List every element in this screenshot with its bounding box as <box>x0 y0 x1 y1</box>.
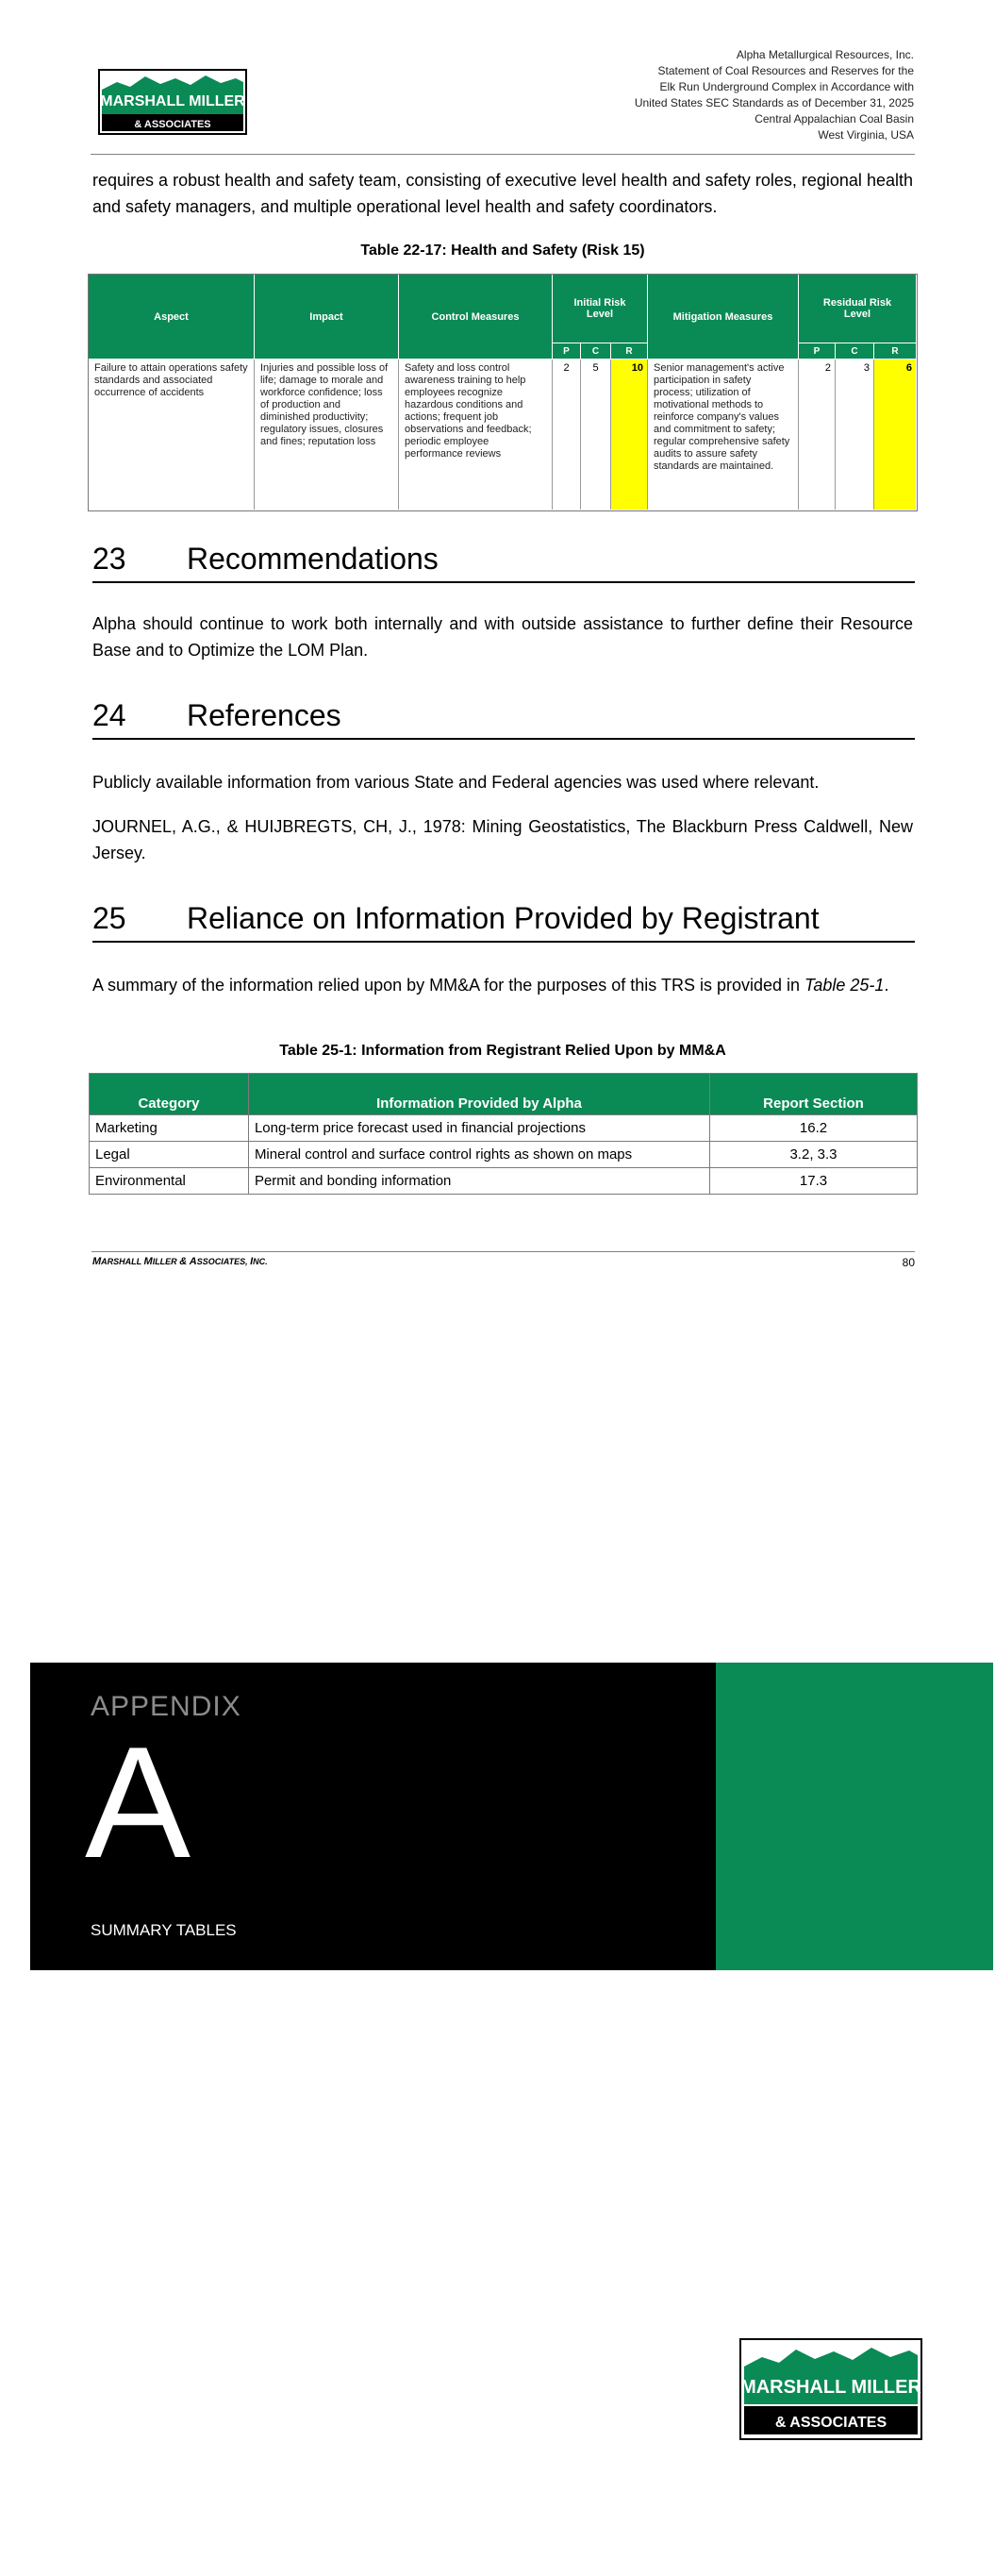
cell-residual-c: 3 <box>863 362 870 374</box>
section-23-title: Recommendations <box>187 542 439 576</box>
cell-residual-p: 2 <box>824 362 831 374</box>
footer-company: MARSHALL MILLER & ASSOCIATES, INC. <box>92 1256 268 1267</box>
section-25-rule <box>92 941 915 943</box>
section-25-heading <box>92 901 915 943</box>
section-25-text <box>92 972 913 998</box>
logo-bottom-line1: MARSHALL MILLER <box>740 2377 921 2398</box>
initial-risk-highlight <box>611 360 647 510</box>
header-residual-r: R <box>874 343 916 359</box>
header-aspect: Aspect <box>89 275 254 359</box>
appendix-label: APPENDIX <box>91 1691 241 1722</box>
appendix-banner-accent <box>716 1663 993 1970</box>
header-category: Category <box>90 1074 249 1115</box>
header-statement-1: Statement of Coal Resources and Reserves for the <box>657 64 914 77</box>
header-initial-p: P <box>553 343 580 359</box>
header-initial-r: R <box>611 343 647 359</box>
cell-aspect: Failure to attain operations safety standards and associated occurrence of accidents <box>94 362 248 398</box>
cell-impact: Injuries and possible loss of life; damage to morale and workforce confidence; loss of production and diminished productivity; regulatory issues, closures and fines; reputation loss <box>260 362 389 447</box>
section-23-number: 23 <box>92 542 126 576</box>
section-25-text-before: A summary of the information relied upon by MM&A for the purposes of this TRS is provided in <box>92 976 805 995</box>
company-logo <box>98 69 247 135</box>
header-mitigation: Mitigation Measures <box>648 275 798 359</box>
row-section: 16.2 <box>709 1115 917 1142</box>
table-25-1-caption: Table 25-1: Information from Registrant Relied Upon by MM&A <box>279 1043 726 1059</box>
table-row <box>90 1168 918 1195</box>
logo-graphic-bottom <box>739 2338 922 2440</box>
cell-initial-c: 5 <box>592 362 599 374</box>
row-section: 3.2, 3.3 <box>709 1142 917 1168</box>
section-25-title: Reliance on Information Provided by Registrant <box>187 901 820 935</box>
header-control: Control Measures <box>399 275 552 359</box>
logo-bottom-line2: & ASSOCIATES <box>774 2415 887 2431</box>
header-initial-risk: Initial Risk Level <box>553 275 647 343</box>
section-23-text: Alpha should continue to work both internally and with outside assistance to further define their Resource Base and to Optimize the LOM Plan. <box>92 614 913 660</box>
registrant-info-table <box>89 1073 918 1195</box>
section-24-heading <box>92 698 915 740</box>
page-number: 80 <box>902 1256 915 1269</box>
logo-line1: MARSHALL MILLER <box>100 93 245 109</box>
header-residual-c: C <box>836 343 873 359</box>
cell-control: Safety and loss control awareness training to help employees recognize hazardous conditions and actions; frequent job observations and feedback; periodic employee performance reviews <box>405 362 532 460</box>
section-24-rule <box>92 738 915 740</box>
table-22-17-caption: Table 22-17: Health and Safety (Risk 15) <box>360 243 645 259</box>
logo-graphic <box>98 69 247 135</box>
logo-line2: & ASSOCIATES <box>134 119 211 130</box>
section-23-heading <box>92 542 915 583</box>
header-information: Information Provided by Alpha <box>248 1074 709 1115</box>
appendix-subtitle: SUMMARY TABLES <box>91 1921 237 1939</box>
cell-initial-r: 10 <box>631 362 643 374</box>
row-information: Long-term price forecast used in financial projections <box>248 1115 709 1142</box>
header-statement-2: Elk Run Underground Complex in Accordance with <box>659 80 914 93</box>
section-25-text-after: . <box>884 976 889 995</box>
company-logo-bottom <box>739 2338 922 2440</box>
row-section: 17.3 <box>709 1168 917 1195</box>
footer-rule <box>91 1251 915 1252</box>
cell-mitigation: Senior management's active participation in safety process; utilization of motivational methods to reinforce company's values and commitment to safety; regular comprehensive safety audits to assure safety standards are maintained. <box>654 362 790 472</box>
row-information: Mineral control and surface control rights as shown on maps <box>248 1142 709 1168</box>
health-safety-table <box>88 274 918 511</box>
row-information: Permit and bonding information <box>248 1168 709 1195</box>
appendix-letter: A <box>85 1714 191 1891</box>
table-25-1-reference: Table 25-1 <box>804 976 885 995</box>
row-category: Legal <box>90 1142 249 1168</box>
header-residual-risk: Residual Risk Level <box>799 275 916 343</box>
section-24-text-1: Publicly available information from various State and Federal agencies was used where relevant. <box>92 773 820 792</box>
section-25-number: 25 <box>92 901 126 935</box>
table-row <box>90 1142 918 1168</box>
document-header <box>423 47 914 143</box>
section-24-number: 24 <box>92 698 126 732</box>
header-initial-c: C <box>581 343 610 359</box>
residual-risk-highlight <box>874 360 916 510</box>
header-basin: Central Appalachian Coal Basin <box>755 112 914 125</box>
table-row <box>90 1115 918 1142</box>
cell-residual-r: 6 <box>905 362 912 374</box>
row-category: Marketing <box>90 1115 249 1142</box>
header-state: West Virginia, USA <box>818 128 914 142</box>
section-23-rule <box>92 581 915 583</box>
header-report-section: Report Section <box>709 1074 917 1115</box>
section-24-title: References <box>187 698 341 732</box>
header-statement-3: United States SEC Standards as of December 31, 2025 <box>634 96 914 109</box>
header-impact: Impact <box>255 275 398 359</box>
header-residual-p: P <box>799 343 835 359</box>
intro-paragraph: requires a robust health and safety team, consisting of executive level health and safety roles, regional health and safety managers, and multiple operational level health and safety coordinators. <box>92 171 913 216</box>
header-rule <box>91 154 915 155</box>
cell-initial-p: 2 <box>563 362 570 374</box>
header-company: Alpha Metallurgical Resources, Inc. <box>736 48 914 61</box>
section-24-text-2: JOURNEL, A.G., & HUIJBREGTS, CH, J., 1978: Mining Geostatistics, The Blackburn Press Caldwell, New Jersey. <box>92 817 913 862</box>
row-category: Environmental <box>90 1168 249 1195</box>
